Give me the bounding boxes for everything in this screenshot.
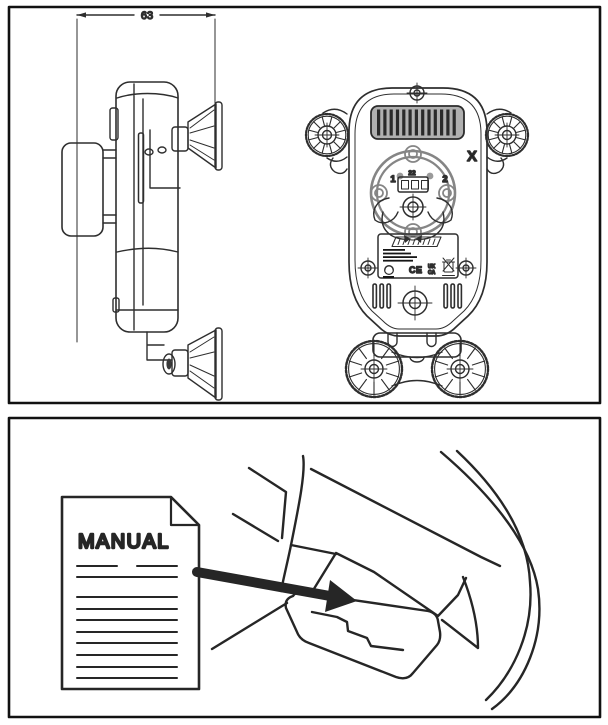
dial-position-2: 2 — [442, 174, 448, 185]
svg-text:UK: UK — [428, 264, 436, 270]
dimension-value: 63 — [140, 10, 154, 22]
dial-center-label: 22 — [408, 170, 416, 177]
ce-mark-label: CE — [409, 265, 423, 275]
panel-border — [9, 7, 600, 403]
svg-text:CA: CA — [428, 270, 436, 276]
technical-drawing-panel — [9, 7, 600, 403]
ukca-mark — [428, 264, 436, 276]
speaker-grille-icon — [371, 106, 464, 139]
manual-title: MANUAL — [78, 531, 170, 553]
dial-position-1: 1 — [390, 174, 396, 185]
glovebox-instruction-panel — [9, 418, 600, 717]
marker-x-label: X — [466, 148, 478, 165]
